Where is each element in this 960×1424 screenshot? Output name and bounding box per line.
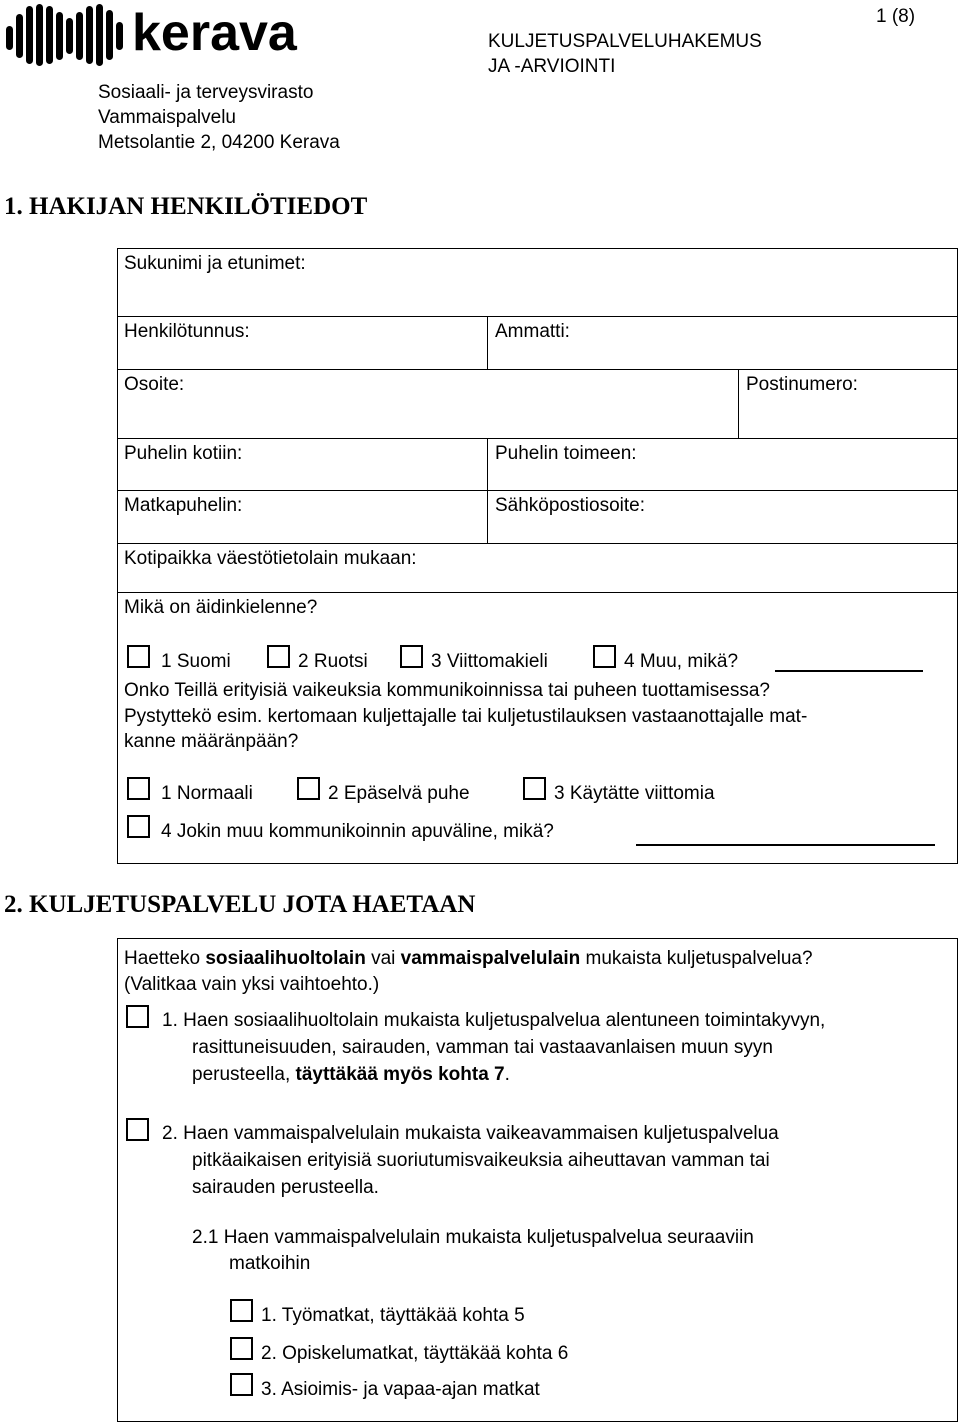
mother-tongue-question: Mikä on äidinkielenne? xyxy=(124,597,318,618)
address-field-label[interactable]: Osoite: xyxy=(124,374,185,395)
row-divider xyxy=(117,490,958,491)
column-divider xyxy=(487,316,488,369)
checkbox[interactable] xyxy=(523,777,546,800)
option1-text-line2: rasittuneisuuden, sairauden, vamman tai vastaavanlaisen muun syyn xyxy=(192,1037,773,1058)
select-one-note: (Valitkaa vain yksi vaihtoehto.) xyxy=(124,974,380,995)
checkbox[interactable] xyxy=(127,815,150,838)
municipality-field-label[interactable]: Kotipaikka väestötietolain mukaan: xyxy=(124,548,417,569)
office-name: Sosiaali- ja terveysvirasto xyxy=(98,82,314,103)
question-text: vai xyxy=(365,948,401,969)
communication-question-line2: Pystyttekö esim. kertomaan kuljettajalle tai kuljetustilauksen vastaanottajalle mat- xyxy=(124,706,808,727)
option1-text-line3 xyxy=(192,1064,510,1086)
section1-heading: 1. HAKIJAN HENKILÖTIEDOT xyxy=(4,193,368,220)
option1-text: . xyxy=(504,1064,510,1085)
row-divider xyxy=(117,438,958,439)
option-label: 4 Muu, mikä? xyxy=(624,651,739,672)
option-label: 3 Käytätte viittomia xyxy=(554,783,715,804)
document-title-line2: JA -ARVIOINTI xyxy=(488,56,616,77)
option-label: 4 Jokin muu kommunikoinnin apuväline, mikä? xyxy=(161,821,554,842)
row-divider xyxy=(117,592,958,593)
postal-code-field-label[interactable]: Postinumero: xyxy=(746,374,858,395)
section2-heading: 2. KULJETUSPALVELU JOTA HAETAAN xyxy=(4,891,476,918)
option1-text-line1: 1. Haen sosiaalihuoltolain mukaista kuljetuspalvelua alentuneen toimintakyvyn, xyxy=(162,1010,826,1031)
question-text: Haetteko xyxy=(124,948,206,969)
service-question xyxy=(124,948,813,970)
mother-tongue-other-input-line[interactable] xyxy=(775,670,923,672)
checkbox[interactable] xyxy=(127,777,150,800)
document-title-line1: KULJETUSPALVELUHAKEMUS xyxy=(488,31,762,52)
communication-question-line1: Onko Teillä erityisiä vaikeuksia kommunikoinnissa tai puheen tuottamisessa? xyxy=(124,680,770,701)
checkbox[interactable] xyxy=(400,645,423,668)
occupation-field-label[interactable]: Ammatti: xyxy=(495,321,570,342)
option2-text-line1: 2. Haen vammaispalvelulain mukaista vaikeavammaisen kuljetuspalvelua xyxy=(162,1123,779,1144)
option-label: 3. Asioimis- ja vapaa-ajan matkat xyxy=(261,1379,540,1400)
option2-text-line3: sairauden perusteella. xyxy=(192,1177,379,1198)
option-label: 1 Normaali xyxy=(161,783,253,804)
home-phone-field-label[interactable]: Puhelin kotiin: xyxy=(124,443,243,464)
name-field-label[interactable]: Sukunimi ja etunimet: xyxy=(124,253,306,274)
option-label: 2 Epäselvä puhe xyxy=(328,783,470,804)
kerava-logo xyxy=(4,4,374,66)
disability-services-act-term: vammaispalvelulain xyxy=(400,948,581,969)
row-divider xyxy=(117,543,958,544)
page-number: 1 (8) xyxy=(876,6,916,27)
option-label: 2 Ruotsi xyxy=(298,651,368,672)
checkbox[interactable] xyxy=(593,645,616,668)
social-welfare-act-term: sosiaalihuoltolain xyxy=(205,948,366,969)
mobile-field-label[interactable]: Matkapuhelin: xyxy=(124,495,243,516)
kerava-logo-mark xyxy=(4,4,374,66)
office-unit: Vammaispalvelu xyxy=(98,107,236,128)
option2-text-line2: pitkäaikaisen erityisiä suoriutumisvaikeuksia aiheuttavan vamman tai xyxy=(192,1150,770,1171)
option-label: 1 Suomi xyxy=(161,651,231,672)
logo-wordmark: kerava xyxy=(132,4,297,62)
checkbox[interactable] xyxy=(230,1337,253,1360)
question-text: mukaista kuljetuspalvelua? xyxy=(580,948,813,969)
checkbox[interactable] xyxy=(230,1373,253,1396)
checkbox[interactable] xyxy=(230,1299,253,1322)
fill-section7-note: täyttäkää myös kohta 7 xyxy=(295,1064,505,1085)
column-divider xyxy=(487,438,488,543)
option1-checkbox[interactable] xyxy=(126,1005,149,1028)
ssn-field-label[interactable]: Henkilötunnus: xyxy=(124,321,250,342)
option-label: 2. Opiskelumatkat, täyttäkää kohta 6 xyxy=(261,1343,569,1364)
option-label: 1. Työmatkat, täyttäkää kohta 5 xyxy=(261,1305,525,1326)
sub-option-intro-line1: 2.1 Haen vammaispalvelulain mukaista kuljetuspalvelua seuraaviin xyxy=(192,1227,754,1248)
email-field-label[interactable]: Sähköpostiosoite: xyxy=(495,495,645,516)
checkbox[interactable] xyxy=(127,645,150,668)
row-divider xyxy=(117,316,958,317)
work-phone-field-label[interactable]: Puhelin toimeen: xyxy=(495,443,637,464)
checkbox[interactable] xyxy=(267,645,290,668)
option2-checkbox[interactable] xyxy=(126,1118,149,1141)
communication-other-input-line[interactable] xyxy=(636,844,935,846)
column-divider xyxy=(738,369,739,438)
option-label: 3 Viittomakieli xyxy=(431,651,548,672)
sub-option-intro-line2: matkoihin xyxy=(229,1253,311,1274)
checkbox[interactable] xyxy=(297,777,320,800)
office-address: Metsolantie 2, 04200 Kerava xyxy=(98,132,340,153)
communication-question-line3: kanne määränpään? xyxy=(124,731,299,752)
option1-text: perusteella, xyxy=(192,1064,296,1085)
row-divider xyxy=(117,369,958,370)
